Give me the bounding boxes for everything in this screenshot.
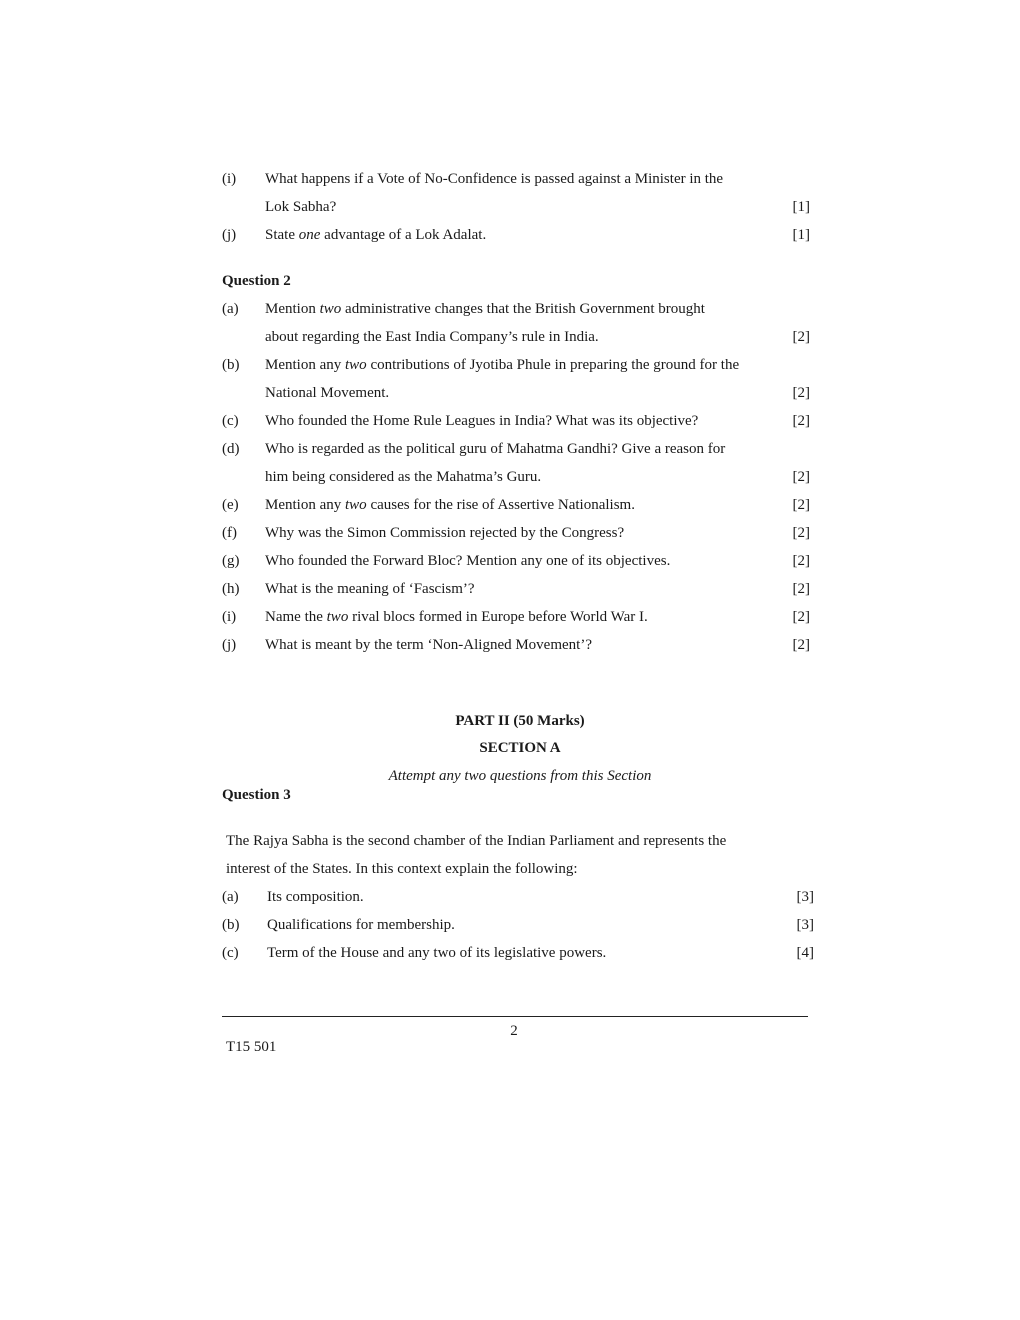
item-marks: [2] — [792, 385, 810, 401]
q2-item — [0, 439, 1020, 459]
text-part: Mention — [265, 301, 320, 317]
item-text: Who is regarded as the political guru of Mahatma Gandhi? Give a reason for — [265, 441, 726, 457]
item-label: (c) — [222, 413, 239, 429]
paragraph-text: The Rajya Sabha is the second chamber of the Indian Parliament and represents the — [226, 833, 727, 849]
q2-item-cont — [0, 383, 1020, 403]
item-text: Qualifications for membership. — [267, 917, 455, 933]
item-marks: [2] — [792, 497, 810, 513]
paper-code — [0, 1037, 1020, 1057]
q3-intro-line1 — [0, 831, 1020, 851]
item-text: Why was the Simon Commission rejected by the Congress? — [265, 525, 625, 541]
item-text: Lok Sabha? — [265, 199, 337, 215]
q2-item — [0, 635, 1020, 655]
item-marks: [2] — [792, 553, 810, 569]
item-text — [265, 355, 739, 375]
item-label: (e) — [222, 497, 239, 513]
text-emphasis: one — [298, 227, 321, 243]
item-text: What is meant by the term ‘Non-Aligned Movement’? — [265, 637, 592, 653]
q2-item — [0, 299, 1020, 319]
item-label: (f) — [222, 525, 237, 541]
item-marks: [1] — [792, 199, 810, 215]
item-marks: [4] — [796, 945, 814, 961]
instruction-text: Attempt any two questions from this Section — [388, 768, 652, 784]
item-text: Who founded the Home Rule Leagues in India? What was its objective? — [265, 413, 699, 429]
item-label: (j) — [222, 227, 237, 243]
q2-item — [0, 495, 1020, 515]
q1-item-i — [0, 169, 1020, 189]
text-part: rival blocs formed in Europe before World War I. — [348, 609, 648, 625]
paper-code-text: T15 501 — [226, 1039, 277, 1055]
part-title — [0, 711, 1020, 731]
text-emphasis: two — [345, 357, 367, 373]
page-number-text: 2 — [510, 1023, 518, 1039]
section-instruction — [0, 766, 1020, 786]
text-part: Mention any — [265, 497, 345, 513]
item-text: about regarding the East India Company’s rule in India. — [265, 329, 599, 345]
item-text — [265, 299, 705, 319]
q2-item — [0, 411, 1020, 431]
question-3-heading — [0, 785, 1020, 805]
q2-item-cont — [0, 327, 1020, 347]
paragraph-text: interest of the States. In this context explain the following: — [226, 861, 578, 877]
item-label: (d) — [222, 441, 240, 457]
text-part: State — [265, 227, 299, 243]
item-marks: [2] — [792, 525, 810, 541]
q2-item-cont — [0, 467, 1020, 487]
item-label: (b) — [222, 357, 240, 373]
q2-item — [0, 607, 1020, 627]
item-marks: [2] — [792, 329, 810, 345]
text-emphasis: two — [319, 301, 342, 317]
item-label: (c) — [222, 945, 239, 961]
item-label: (i) — [222, 609, 237, 625]
heading-text: Question 3 — [222, 787, 291, 803]
item-label: (h) — [222, 581, 240, 597]
item-text — [265, 225, 486, 245]
section-title — [0, 738, 1020, 758]
section-title-text: SECTION A — [479, 740, 561, 756]
heading-text: Question 2 — [222, 273, 291, 289]
item-marks: [2] — [792, 469, 810, 485]
footer-rule — [222, 1016, 808, 1017]
text-part: advantage of a Lok Adalat. — [320, 227, 487, 243]
item-marks: [2] — [792, 413, 810, 429]
q2-item — [0, 523, 1020, 543]
item-text — [265, 495, 635, 515]
q3-intro-line2 — [0, 859, 1020, 879]
q1-item-j — [0, 225, 1020, 245]
part-title-text: PART II (50 Marks) — [455, 713, 585, 729]
item-label: (g) — [222, 553, 240, 569]
item-text — [265, 607, 648, 627]
item-marks: [2] — [792, 637, 810, 653]
text-part: causes for the rise of Assertive Nationalism. — [366, 497, 635, 513]
q1-item-i-cont — [0, 197, 1020, 217]
q2-item — [0, 355, 1020, 375]
item-label: (j) — [222, 637, 237, 653]
item-text: What is the meaning of ‘Fascism’? — [265, 581, 475, 597]
item-text: Its composition. — [267, 889, 364, 905]
item-text: Term of the House and any two of its legislative powers. — [267, 945, 607, 961]
q2-item — [0, 579, 1020, 599]
item-text: National Movement. — [265, 385, 390, 401]
item-text: Who founded the Forward Bloc? Mention any one of its objectives. — [265, 553, 671, 569]
q2-item — [0, 551, 1020, 571]
item-text: him being considered as the Mahatma’s Guru. — [265, 469, 542, 485]
text-emphasis: two — [345, 497, 367, 513]
text-emphasis: two — [326, 609, 349, 625]
question-2-heading — [0, 271, 1020, 291]
q3-item-b — [0, 915, 1020, 935]
item-marks: [2] — [792, 609, 810, 625]
item-text: What happens if a Vote of No-Confidence is passed against a Minister in the — [265, 171, 724, 187]
item-label: (a) — [222, 889, 239, 905]
text-part: administrative changes that the British Government brought — [341, 301, 705, 317]
q3-item-a — [0, 887, 1020, 907]
item-label: (b) — [222, 917, 240, 933]
text-part: Name the — [265, 609, 327, 625]
item-marks: [1] — [792, 227, 810, 243]
item-label: (a) — [222, 301, 239, 317]
text-part: contributions of Jyotiba Phule in preparing the ground for the — [366, 357, 740, 373]
q3-item-c — [0, 943, 1020, 963]
item-marks: [3] — [796, 917, 814, 933]
item-marks: [3] — [796, 889, 814, 905]
text-part: Mention any — [265, 357, 345, 373]
item-marks: [2] — [792, 581, 810, 597]
item-label: (i) — [222, 171, 237, 187]
